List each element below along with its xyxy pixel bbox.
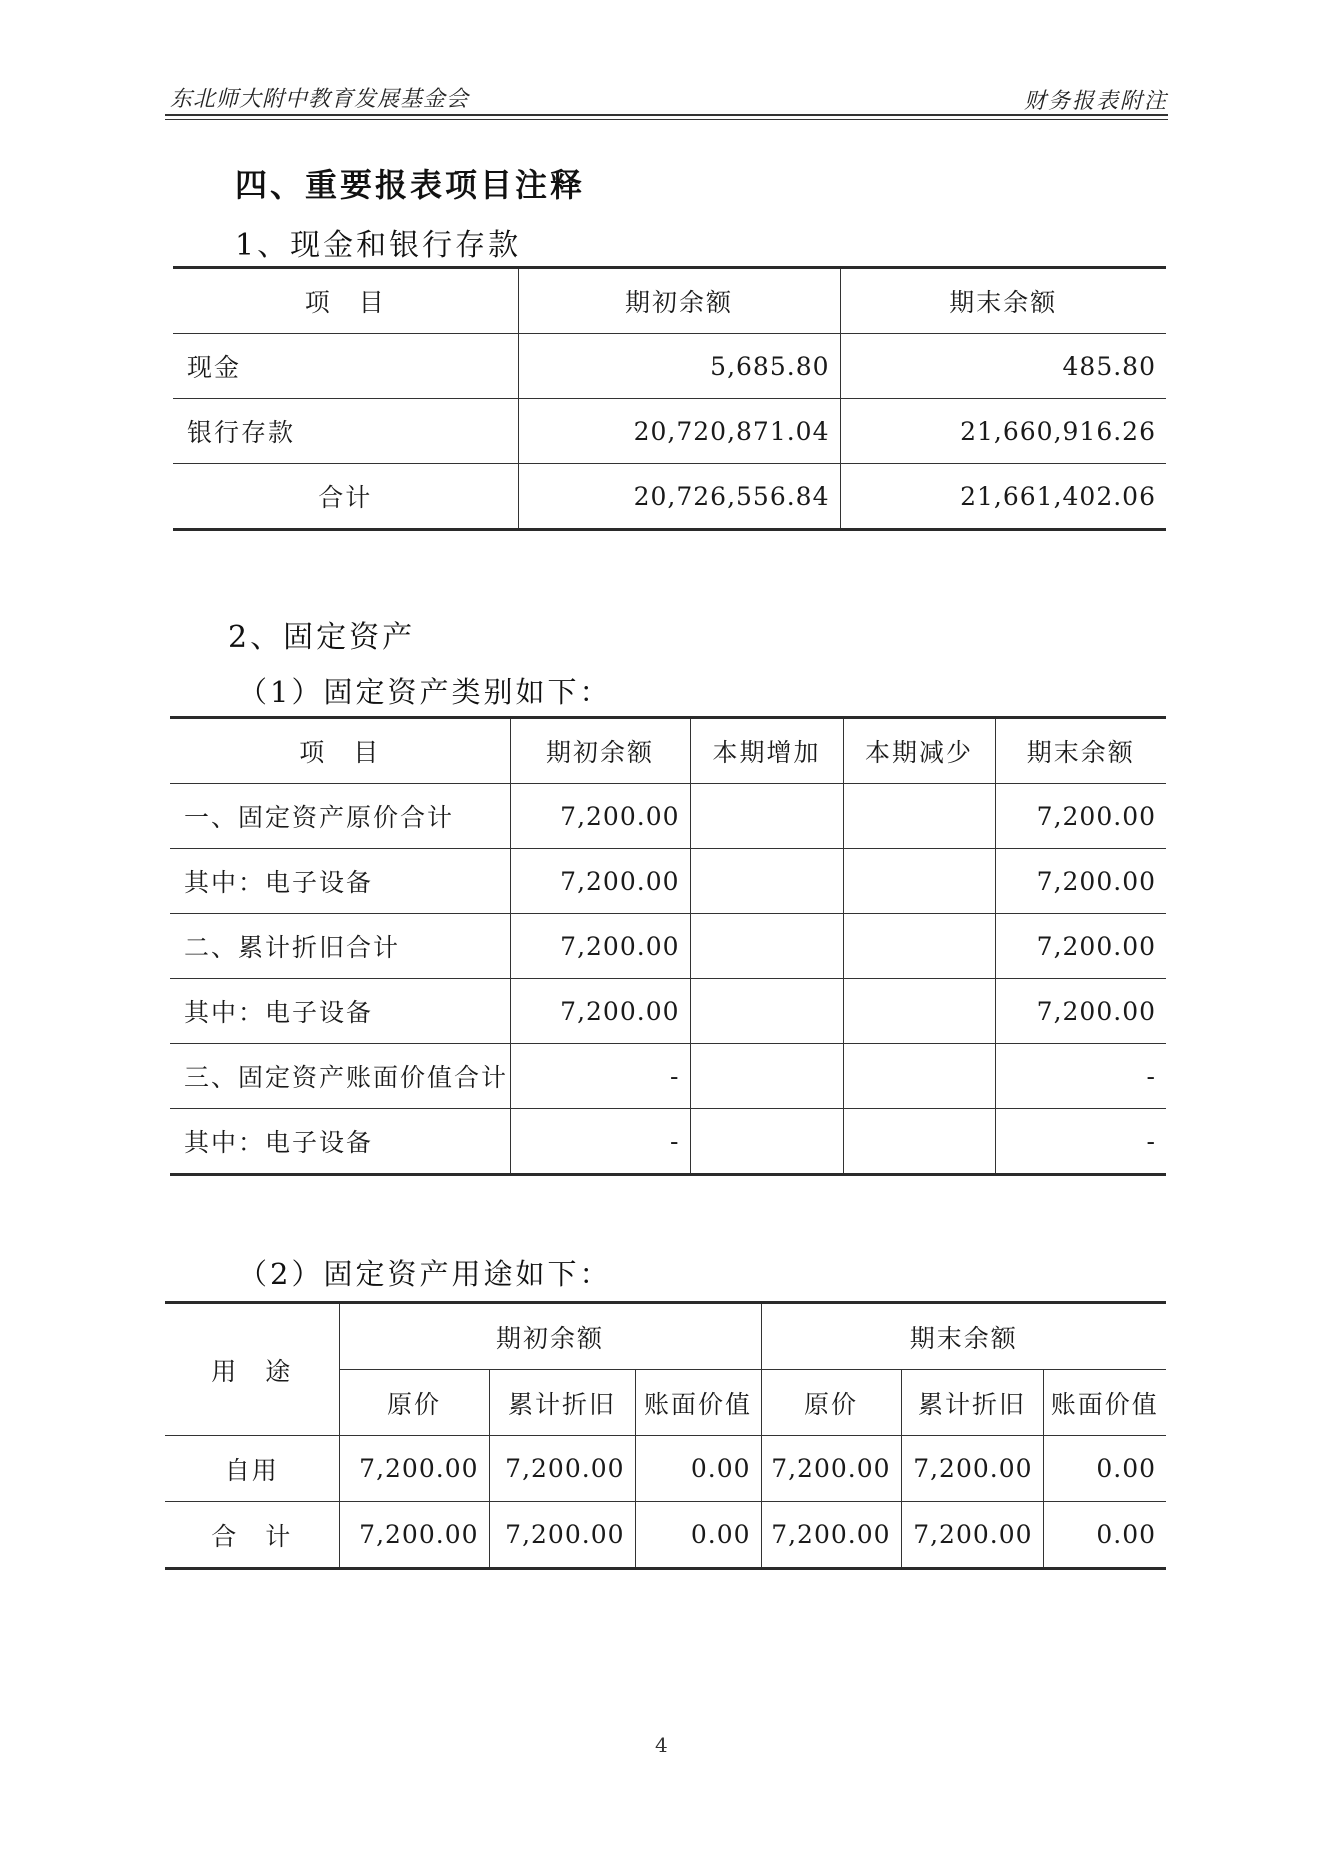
header-rule-thin xyxy=(165,119,1168,120)
table-row xyxy=(165,1502,1166,1569)
cell-end: 21,661,402.06 xyxy=(960,481,1156,511)
cell-value: 0.00 xyxy=(635,1502,761,1569)
table-row xyxy=(170,849,1166,914)
column-header: 本期增加 xyxy=(690,718,843,784)
cell-increase xyxy=(690,1044,843,1109)
table-header-row xyxy=(173,268,1166,334)
section-heading-cash: 1、现金和银行存款 xyxy=(235,228,522,263)
cell-end: - xyxy=(995,1044,1166,1109)
cell-increase xyxy=(690,979,843,1044)
group-header-begin: 期初余额 xyxy=(339,1303,761,1370)
cell-begin: 5,685.80 xyxy=(518,334,840,399)
table-row xyxy=(170,1109,1166,1175)
header-doc-title: 财务报表附注 xyxy=(1023,89,1168,114)
column-header: 累计折旧 xyxy=(901,1370,1043,1436)
cell-end: 7,200.00 xyxy=(995,784,1166,849)
cell-decrease xyxy=(843,979,995,1044)
cell-begin: 7,200.00 xyxy=(510,979,690,1044)
cell-increase xyxy=(690,1109,843,1175)
column-header: 原价 xyxy=(761,1370,901,1436)
cell-end: - xyxy=(1146,1126,1156,1156)
cell-value: 0.00 xyxy=(1043,1436,1166,1502)
cell-begin: - xyxy=(510,1109,690,1175)
section-heading-fixed-assets: 2、固定资产 xyxy=(228,620,416,655)
table-header-row xyxy=(170,718,1166,784)
cell-value: 7,200.00 xyxy=(761,1436,901,1502)
cell-decrease xyxy=(843,1109,995,1175)
column-header: 期末余额 xyxy=(995,718,1166,784)
cell-end: 21,660,916.26 xyxy=(840,399,1166,464)
row-label: 现金 xyxy=(173,334,518,399)
cell-value: 7,200.00 xyxy=(339,1436,489,1502)
cell-decrease xyxy=(843,1044,995,1109)
cash-table xyxy=(173,266,1166,531)
cell-end: 7,200.00 xyxy=(995,849,1166,914)
cell-begin: 7,200.00 xyxy=(510,914,690,979)
cell-increase xyxy=(690,914,843,979)
cell-decrease xyxy=(843,849,995,914)
column-header: 账面价值 xyxy=(1043,1370,1166,1436)
column-header: 期初余额 xyxy=(518,268,840,334)
column-header: 累计折旧 xyxy=(489,1370,635,1436)
cell-decrease xyxy=(843,784,995,849)
table-row xyxy=(170,1044,1166,1109)
column-header: 期末余额 xyxy=(840,268,1166,334)
section-heading-main: 四、重要报表项目注释 xyxy=(235,166,586,204)
column-header: 项 目 xyxy=(170,718,510,784)
fixed-asset-usage-table xyxy=(165,1301,1166,1570)
cell-begin: 20,726,556.84 xyxy=(518,464,840,530)
cell-end: 485.80 xyxy=(840,334,1166,399)
row-label: 二、累计折旧合计 xyxy=(170,914,510,979)
cell-decrease xyxy=(843,914,995,979)
fixed-asset-category-table xyxy=(170,716,1166,1176)
row-label: 一、固定资产原价合计 xyxy=(170,784,510,849)
table-row xyxy=(165,1436,1166,1502)
group-header-end: 期末余额 xyxy=(761,1303,1166,1370)
subsection-heading-usage: （2）固定资产用途如下： xyxy=(238,1257,612,1291)
table-row xyxy=(170,914,1166,979)
cell-begin: 7,200.00 xyxy=(510,849,690,914)
row-label: 其中：电子设备 xyxy=(170,849,510,914)
column-header: 期初余额 xyxy=(510,718,690,784)
cell-value: 7,200.00 xyxy=(489,1502,635,1569)
table-row xyxy=(170,979,1166,1044)
table-header-row xyxy=(165,1303,1166,1370)
cell-value: 7,200.00 xyxy=(901,1502,1043,1569)
row-label: 合计 xyxy=(173,464,518,530)
table-row xyxy=(170,784,1166,849)
page-number: 4 xyxy=(655,1733,668,1757)
row-label: 银行存款 xyxy=(173,399,518,464)
cell-end: 7,200.00 xyxy=(995,979,1166,1044)
row-label: 合 计 xyxy=(165,1502,339,1569)
cell-begin: - xyxy=(510,1044,690,1109)
cell-increase xyxy=(690,784,843,849)
subsection-heading-categories: （1）固定资产类别如下： xyxy=(238,675,612,709)
column-header: 账面价值 xyxy=(635,1370,761,1436)
table-row xyxy=(173,334,1166,399)
row-label: 其中：电子设备 xyxy=(170,1109,510,1175)
row-label: 自用 xyxy=(165,1436,339,1502)
cell-value: 7,200.00 xyxy=(761,1502,901,1569)
row-label: 三、固定资产账面价值合计 xyxy=(170,1044,510,1109)
cell-value: 7,200.00 xyxy=(489,1436,635,1502)
header-org-name: 东北师大附中教育发展基金会 xyxy=(170,87,470,112)
cell-value: 0.00 xyxy=(1096,1520,1157,1549)
cell-begin: 20,720,871.04 xyxy=(518,399,840,464)
cell-increase xyxy=(690,849,843,914)
cell-begin: 7,200.00 xyxy=(510,784,690,849)
cell-end: 7,200.00 xyxy=(995,914,1166,979)
header-rule xyxy=(165,114,1168,116)
usage-header: 用 途 xyxy=(165,1303,339,1436)
cell-value: 7,200.00 xyxy=(339,1502,489,1569)
table-row xyxy=(173,399,1166,464)
cell-value: 7,200.00 xyxy=(901,1436,1043,1502)
column-header: 本期减少 xyxy=(843,718,995,784)
row-label: 其中：电子设备 xyxy=(170,979,510,1044)
column-header: 项 目 xyxy=(173,268,518,334)
table-row xyxy=(173,464,1166,530)
column-header: 原价 xyxy=(339,1370,489,1436)
cell-value: 0.00 xyxy=(635,1436,761,1502)
